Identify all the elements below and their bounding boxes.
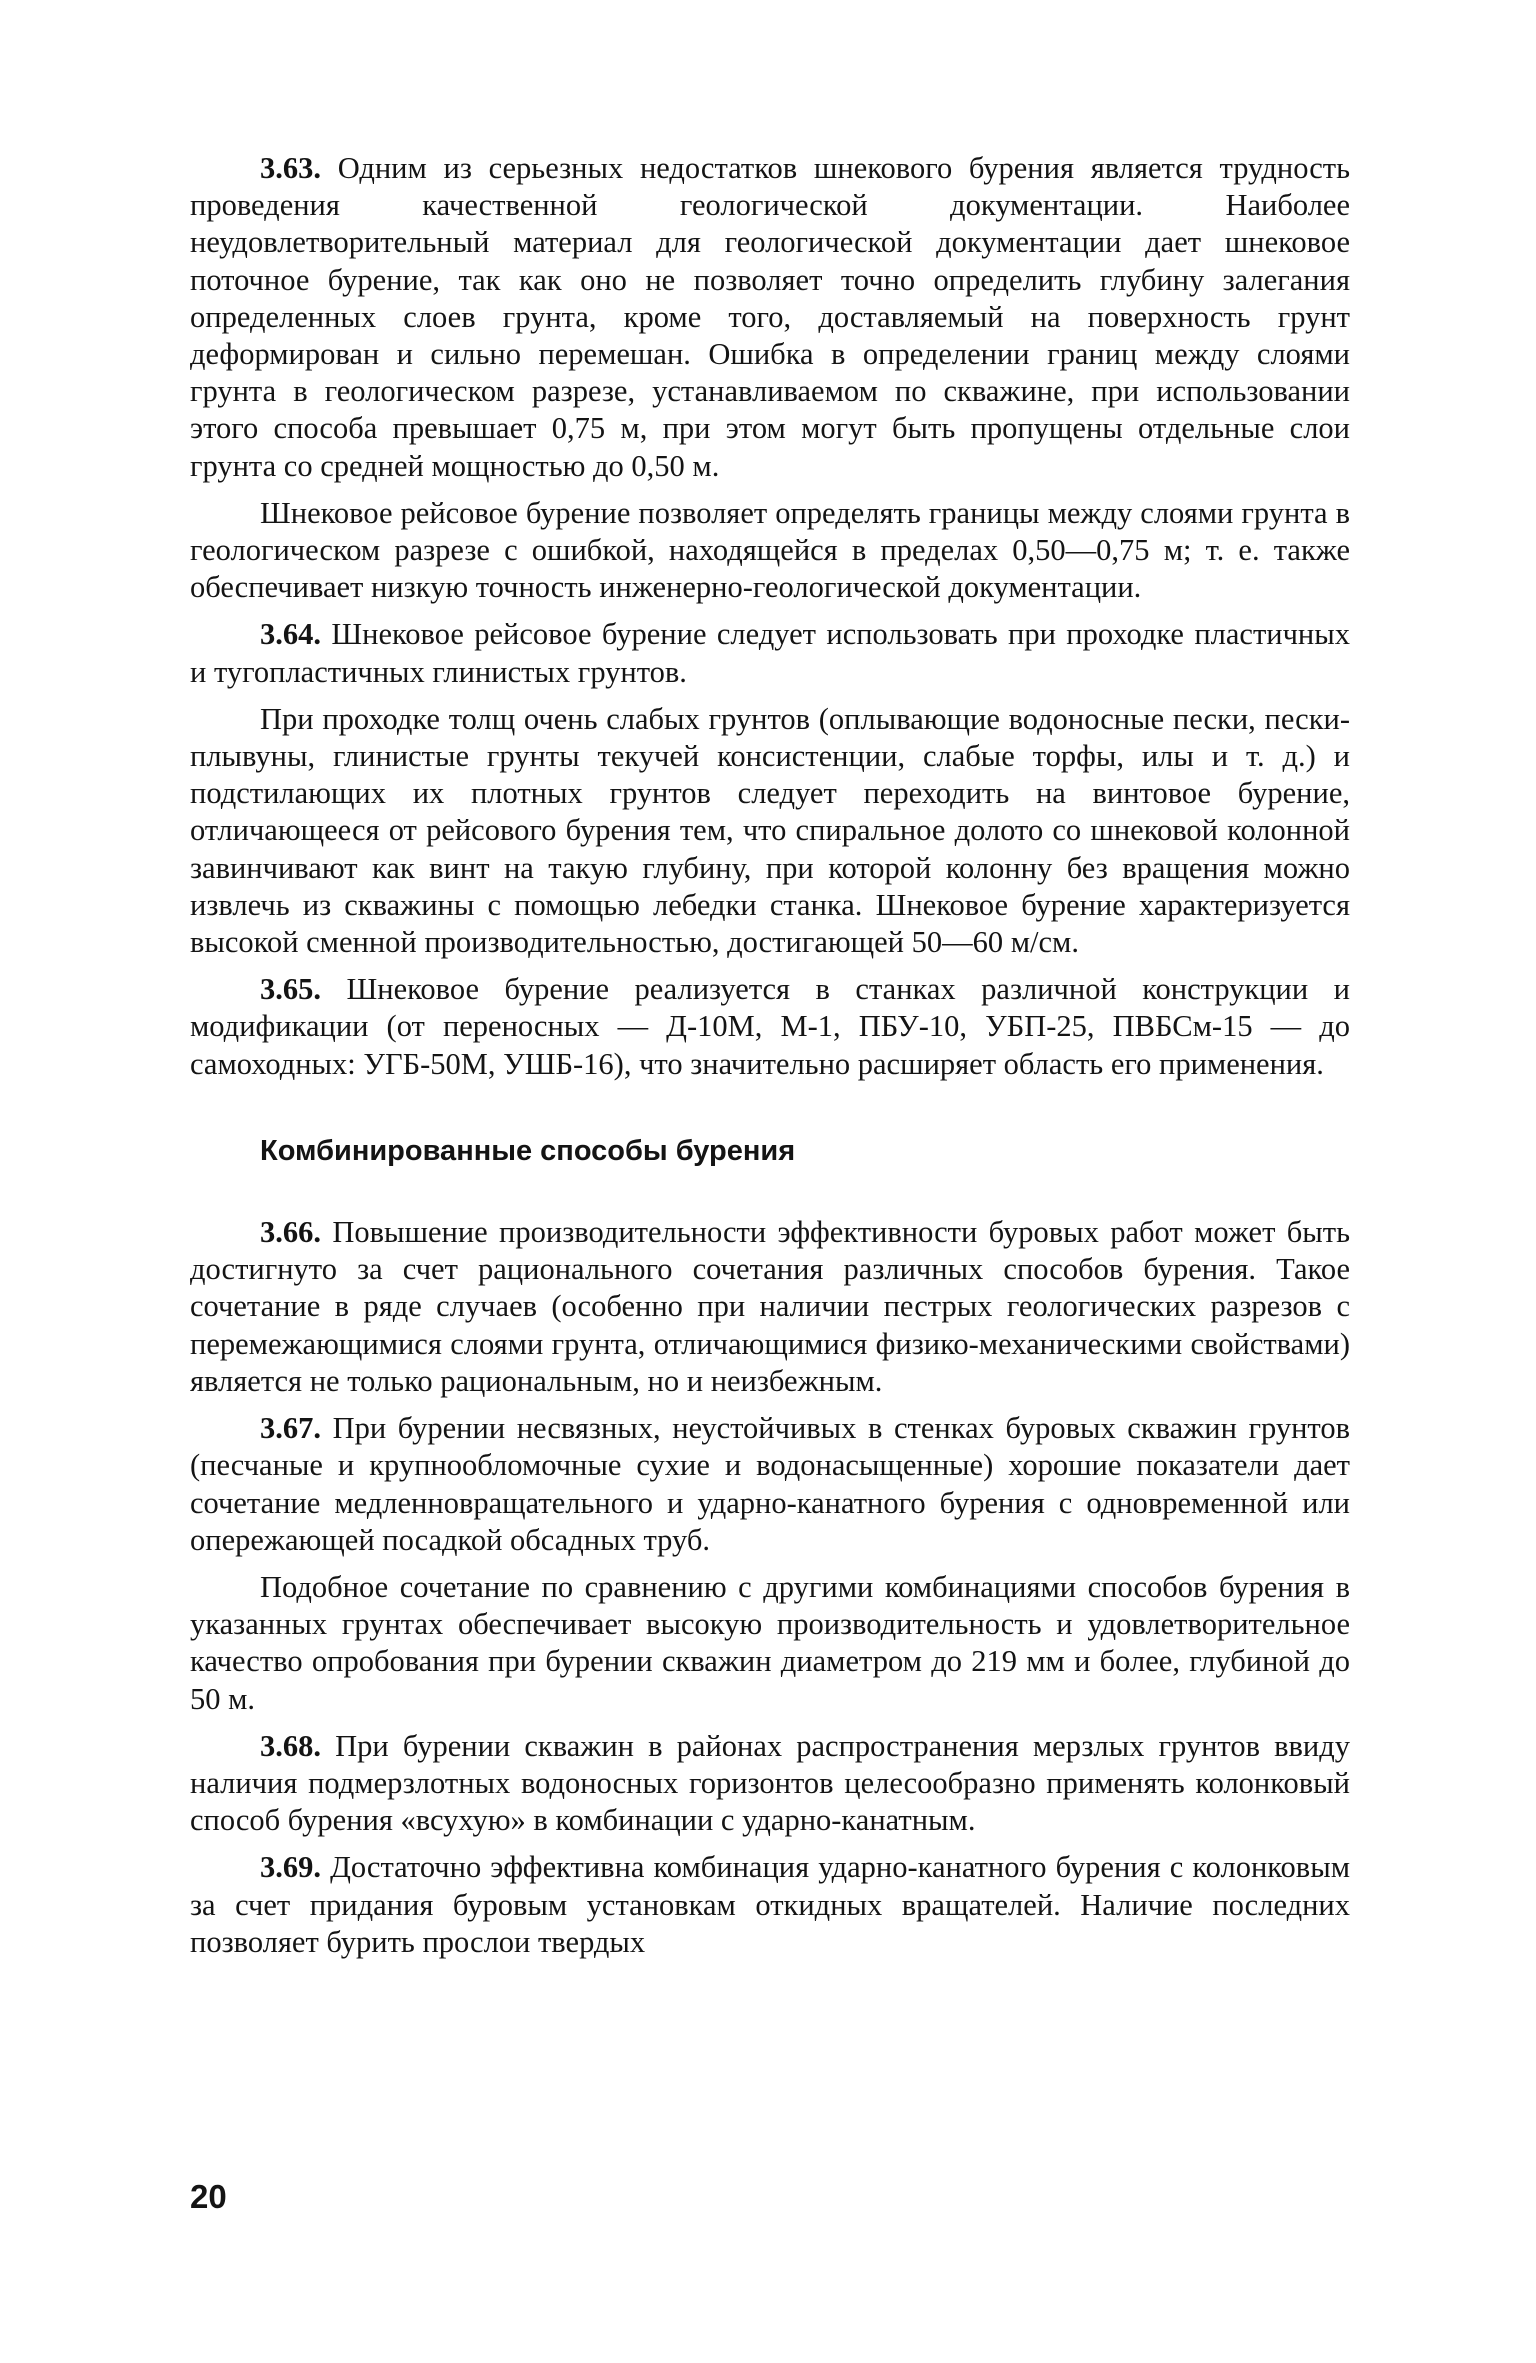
clause-number: 3.63. [260, 151, 321, 185]
paragraph-text: Повышение производительности эффективности буровых работ может быть достигнуто за счет рационального сочетания различных способов бурения. Такое сочетание в ряде случаев (особенно при наличии пестрых геологических разрезов с перемежающимися слоями грунта, отличающимися физико-механическими свойствами) является не только рациональным, но и неизбежным. [190, 1215, 1350, 1398]
clause-number: 3.66. [260, 1215, 321, 1250]
clause-number: 3.67. [260, 1411, 321, 1446]
paragraph-text: Подобное сочетание по сравнению с другими комбинациями способов бурения в указанных грунтах обеспечивает высокую производительность и удовлетворительное качество опробования при бурении скважин диаметром до 219 мм и более, глубиной до 50 м. [190, 1569, 1350, 1716]
paragraph-3-64 [190, 616, 1350, 690]
section-heading: Комбинированные способы бурения [260, 1134, 796, 1167]
paragraph-text: Шнековое рейсовое бурение позволяет определять границы между слоями грунта в геологическом разрезе с ошибкой, находящейся в пределах 0,50—0,75 м; т. е. также обеспечивает низкую точность инженерно-геологической документации. [190, 495, 1350, 605]
page-body [190, 150, 1350, 1961]
paragraph-text: При проходке толщ очень слабых грунтов (оплывающие водоносные пески, пески-плывуны, глинистые грунты текучей консистенции, слабые торфы, илы и т. д.) и подстилающих их плотных грунтов следует переходить на винтовое бурение, отличающееся от рейсового бурения тем, что спиральное долото со шнековой колонной завинчивают как винт на такую глубину, при которой колонну без вращения можно извлечь из скважины с помощью лебедки станка. Шнековое бурение характеризуется высокой сменной производительностью, достигающей 50—60 м/см. [190, 701, 1350, 960]
paragraph-text: Достаточно эффективна комбинация ударно-канатного бурения с колонковым за счет придания буровым установкам откидных вращателей. Наличие последних позволяет бурить прослои твердых [190, 1850, 1351, 1959]
paragraph-text: При бурении скважин в районах распространения мерзлых грунтов ввиду наличия подмерзлотных водоносных горизонтов целесообразно применять колонковый способ бурения «всухую» в комбинации с ударно-канатным. [190, 1728, 1350, 1838]
page-number: 20 [190, 2178, 227, 2215]
paragraph-text: Шнековое бурение реализуется в станках различной конструкции и модификации (от переносных — Д-10М, М-1, ПБУ-10, УБП-25, ПВБСм-15 — до самоходных: УГБ-50М, УШБ-16), что значительно расширяет область его применения. [190, 972, 1351, 1081]
clause-number: 3.65. [260, 972, 321, 1007]
clause-number: 3.64. [260, 617, 321, 652]
paragraph-text: При бурении несвязных, неустойчивых в стенках буровых скважин грунтов (песчаные и крупнообломочные сухие и водонасыщенные) хорошие показатели дает сочетание медленновращательного и ударно-канатного бурения с одновременной или опережающей посадкой обсадных труб. [190, 1411, 1350, 1557]
paragraph-3-64-continued [190, 701, 1350, 961]
clause-number: 3.68. [260, 1728, 321, 1763]
paragraph-text: Одним из серьезных недостатков шнекового бурения является трудность проведения качественной геологической документации. Наиболее неудовлетворительный материал для геологической документации дает шнековое поточное бурение, так как оно не позволяет точно определить глубину залегания определенных слоев грунта, кроме того, доставляемый на поверхность грунт деформирован и сильно перемешан. Ошибка в определении границ между слоями грунта в геологическом разрезе, устанавливаемом по скважине, при использовании этого способа превышает 0,75 м, при этом могут быть пропущены отдельные слои грунта со средней мощностью до 0,50 м. [190, 151, 1350, 483]
paragraph-text: Шнековое рейсовое бурение следует использовать при проходке пластичных и тугопластичных глинистых грунтов. [190, 617, 1351, 689]
clause-number: 3.69. [260, 1850, 321, 1885]
paragraph-3-68 [190, 1728, 1350, 1840]
paragraph-3-63-continued [190, 495, 1350, 607]
paragraph-3-65 [190, 971, 1350, 1083]
paragraph-3-67-continued [190, 1569, 1350, 1718]
paragraph-3-69 [190, 1849, 1350, 1961]
paragraph-3-63 [190, 150, 1350, 485]
paragraph-3-66 [190, 1214, 1350, 1400]
paragraph-3-67 [190, 1410, 1350, 1559]
